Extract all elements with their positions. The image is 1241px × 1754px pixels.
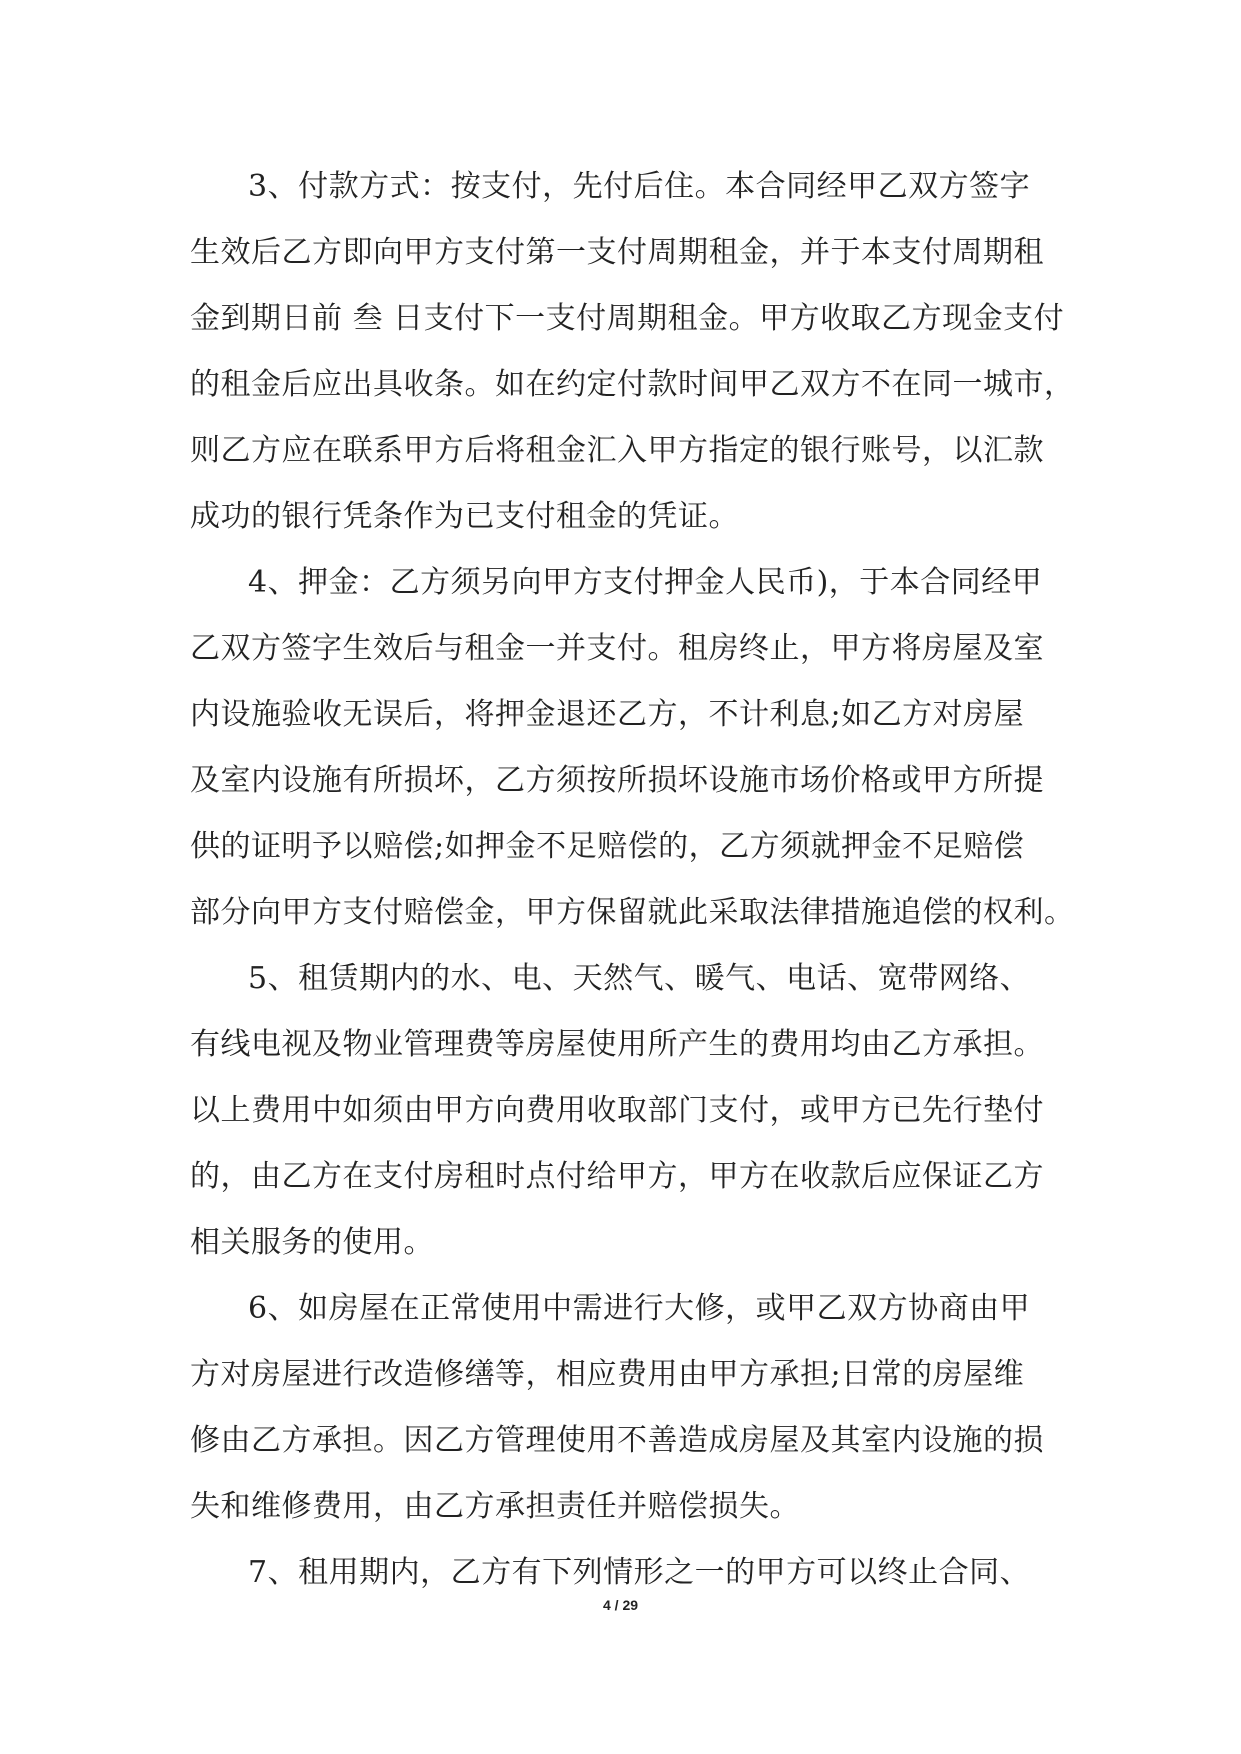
paragraph-line: 生效后乙方即向甲方支付第一支付周期租金，并于本支付周期租 <box>190 235 1044 270</box>
paragraph-line: 金到期日前 叁 日支付下一支付周期租金。甲方收取乙方现金支付 <box>190 301 1065 336</box>
paragraph-line: 的租金后应出具收条。如在约定付款时间甲乙双方不在同一城市， <box>190 367 1075 402</box>
paragraph-line: 以上费用中如须由甲方向费用收取部门支付，或甲方已先行垫付 <box>190 1093 1044 1128</box>
paragraph-line: 则乙方应在联系甲方后将租金汇入甲方指定的银行账号，以汇款 <box>190 433 1044 468</box>
page-number: 4 / 29 <box>602 1597 639 1613</box>
paragraph-line: 修由乙方承担。因乙方管理使用不善造成房屋及其室内设施的损 <box>190 1423 1044 1458</box>
paragraph-line: 供的证明予以赔偿;如押金不足赔偿的，乙方须就押金不足赔偿 <box>190 829 1025 864</box>
paragraph-line: 3、付款方式：按支付，先付后住。本合同经甲乙双方签字 <box>248 169 1031 204</box>
document-body <box>190 154 1075 1606</box>
paragraph-line: 方对房屋进行改造修缮等，相应费用由甲方承担;日常的房屋维 <box>190 1357 1025 1392</box>
paragraph-line: 成功的银行凭条作为已支付租金的凭证。 <box>190 499 739 534</box>
paragraph-line: 及室内设施有所损坏，乙方须按所损坏设施市场价格或甲方所提 <box>190 763 1044 798</box>
paragraph-line: 乙双方签字生效后与租金一并支付。租房终止，甲方将房屋及室 <box>190 631 1044 666</box>
paragraph-line: 4、押金：乙方须另向甲方支付押金人民币)，于本合同经甲 <box>248 565 1043 600</box>
paragraph-line: 部分向甲方支付赔偿金，甲方保留就此采取法律措施追偿的权利。 <box>190 895 1075 930</box>
paragraph-line: 内设施验收无误后，将押金退还乙方，不计利息;如乙方对房屋 <box>190 697 1025 732</box>
paragraph-line: 6、如房屋在正常使用中需进行大修，或甲乙双方协商由甲 <box>248 1291 1031 1326</box>
paragraph-line: 的，由乙方在支付房租时点付给甲方，甲方在收款后应保证乙方 <box>190 1159 1044 1194</box>
paragraph-line: 有线电视及物业管理费等房屋使用所产生的费用均由乙方承担。 <box>190 1027 1044 1062</box>
paragraph-line: 7、租用期内，乙方有下列情形之一的甲方可以终止合同、 <box>248 1555 1031 1590</box>
paragraph-line: 相关服务的使用。 <box>190 1225 434 1260</box>
paragraph-line: 5、租赁期内的水、电、天然气、暖气、电话、宽带网络、 <box>248 961 1031 996</box>
paragraph-line: 失和维修费用，由乙方承担责任并赔偿损失。 <box>190 1489 800 1524</box>
